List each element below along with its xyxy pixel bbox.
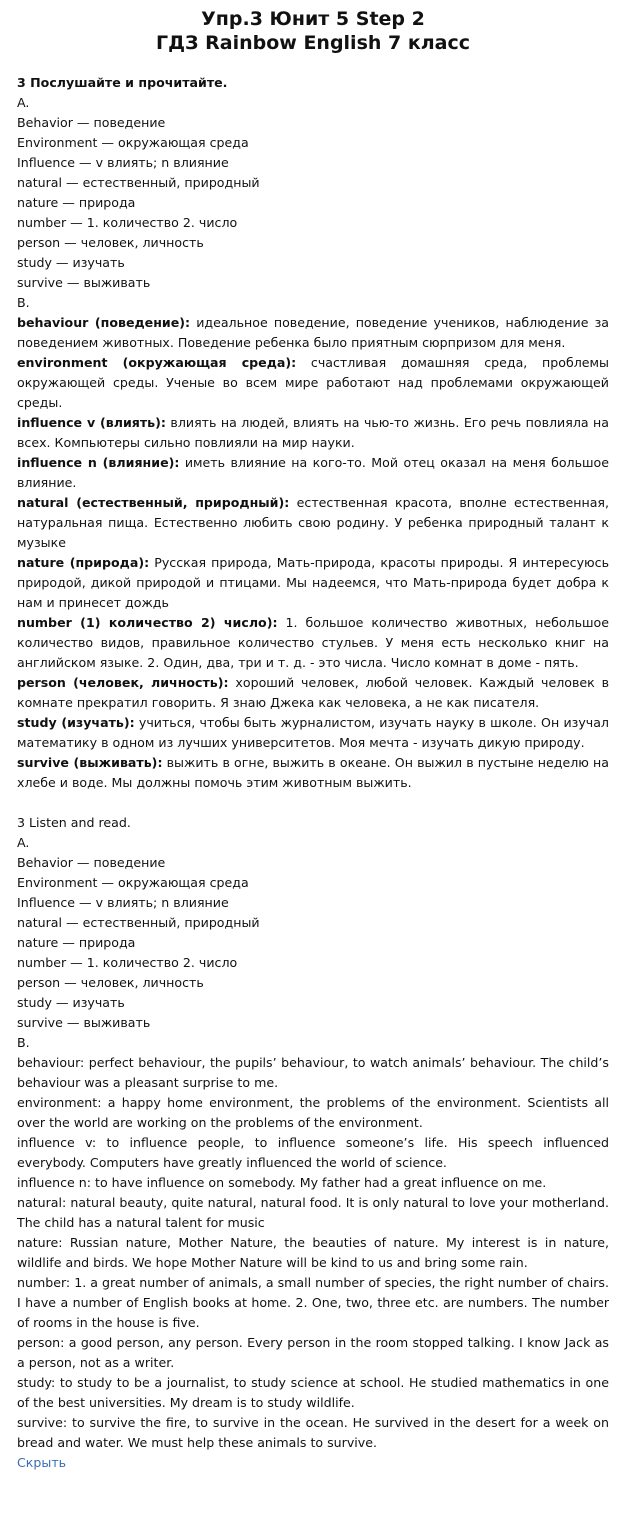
ru-entry (17, 713, 609, 753)
en-entry: behaviour: perfect behaviour, the pupils’ behaviour, to watch animals’ behaviour. The child’s behaviour was a pleasant surprise to me. (17, 1055, 609, 1090)
en-entry: number: 1. a great number of animals, a small number of species, the right number of chairs. I have a number of English books at home. 2. One, two, three etc. are numbers. The number of rooms in the house is five. (17, 1275, 609, 1330)
ru-entry-term: environment (окружающая среда): (17, 355, 297, 370)
en-entry: influence n: to have influence on somebody. My father had a great influence on me. (17, 1175, 547, 1190)
en-vocab-item: natural — естественный, природный (17, 915, 260, 930)
ru-entry-text: Русская природа, Мать-природа, красоты природы. Я интересуюсь природой, дикой природой и птицами. Мы надеемся, что Мать-природа будет добра к нам и принесет дождь (17, 555, 609, 610)
ru-entry (17, 313, 609, 353)
en-vocab-item: study — изучать (17, 995, 125, 1010)
ru-entry-term: influence n (влияние): (17, 455, 180, 470)
title-line-1: Упр.3 Юнит 5 Step 2 (201, 8, 425, 30)
ru-entry-text: естественная красота, вполне естественная, натуральная пища. Естественно любить свою родину. У ребенка природный талант к музыке (17, 495, 610, 550)
en-entry: nature: Russian nature, Mother Nature, the beauties of nature. My interest is in nature, wildlife and birds. We hope Mother Nature will be kind to us and bring some rain. (17, 1235, 609, 1270)
en-entry: person: a good person, any person. Every person in the room stopped talking. I know Jack as a person, not as a writer. (17, 1335, 609, 1370)
ru-entry-term: study (изучать): (17, 715, 135, 730)
ru-part-b-label: B. (17, 295, 30, 310)
ru-entry-text: хороший человек, любой человек. Каждый человек в комнате прекратил говорить. Я знаю Джека как человека, а не как писателя. (17, 675, 609, 710)
ru-vocab-item: natural — естественный, природный (17, 175, 260, 190)
en-part-b-label: B. (17, 1035, 30, 1050)
en-heading: 3 Listen and read. (17, 815, 131, 830)
en-entry: influence v: to influence people, to influence someone’s life. His speech influenced everybody. Computers have greatly influenced the world of science. (17, 1135, 609, 1170)
ru-entry (17, 753, 609, 793)
ru-entry-text: влиять на людей, влиять на чью-то жизнь. Его речь повлияла на всех. Компьютеры сильно повлияли на мир науки. (17, 415, 610, 450)
ru-entry (17, 613, 609, 673)
en-part-a-label: A. (17, 835, 30, 850)
hide-link[interactable]: Скрыть (17, 1455, 67, 1470)
ru-vocab-item: Environment — окружающая среда (17, 135, 249, 150)
ru-entry-term: behaviour (поведение): (17, 315, 191, 330)
ru-heading: 3 Послушайте и прочитайте. (17, 75, 228, 90)
ru-entry (17, 413, 609, 453)
ru-vocab-item: number — 1. количество 2. число (17, 215, 238, 230)
exercise-content (17, 73, 609, 1473)
ru-entry-term: person (человек, личность): (17, 675, 229, 690)
page-title (17, 7, 609, 55)
en-entry: natural: natural beauty, quite natural, natural food. It is only natural to love your motherland. The child has a natural talent for music (17, 1195, 609, 1230)
ru-vocab-item: person — человек, личность (17, 235, 204, 250)
ru-entry (17, 553, 609, 613)
ru-vocab-item: survive — выживать (17, 275, 151, 290)
en-vocab-item: number — 1. количество 2. число (17, 955, 238, 970)
en-vocab-item: survive — выживать (17, 1015, 151, 1030)
ru-vocab-item: Behavior — поведение (17, 115, 166, 130)
en-vocab-item: Behavior — поведение (17, 855, 166, 870)
ru-vocab-item: study — изучать (17, 255, 125, 270)
ru-entry-term: number (1) количество 2) число): (17, 615, 278, 630)
ru-entry (17, 493, 609, 553)
page (0, 7, 626, 1473)
en-entry: study: to study to be a journalist, to study science at school. He studied mathematics in one of the best universities. My dream is to study wildlife. (17, 1375, 609, 1410)
ru-entry-text: 1. большое количество животных, небольшое количество видов, правильное количество стульев. У меня есть несколько книг на английском языке. 2. Один, два, три и т. д. - это числа. Число комнат в доме - пять. (17, 615, 609, 670)
en-vocab-item: person — человек, личность (17, 975, 204, 990)
en-vocab-item: nature — природа (17, 935, 136, 950)
ru-entry-text: счастливая домашняя среда, проблемы окружающей среды. Ученые во всем мире работают над проблемами окружающей среды. (17, 355, 609, 410)
ru-entry-text: идеальное поведение, поведение учеников, наблюдение за поведением животных. Поведение ребенка было приятным сюрпризом для меня. (17, 315, 609, 350)
ru-entry-text: выжить в огне, выжить в океане. Он выжил в пустыне неделю на хлебе и воде. Мы должны помочь этим животным выжить. (17, 755, 610, 790)
ru-entry-term: survive (выживать): (17, 755, 163, 770)
ru-entry (17, 353, 609, 413)
ru-entry-text: учиться, чтобы быть журналистом, изучать науку в школе. Он изучал математику в одном из лучших университетов. Моя мечта - изучать дикую природу. (17, 715, 609, 750)
ru-entry (17, 453, 609, 493)
en-entry: survive: to survive the fire, to survive in the ocean. He survived in the desert for a week on bread and water. We must help these animals to survive. (17, 1415, 609, 1450)
en-entry: environment: a happy home environment, the problems of the environment. Scientists all over the world are working on the problems of the environment. (17, 1095, 609, 1130)
ru-entry-term: nature (природа): (17, 555, 150, 570)
ru-vocab-item: Influence — v влиять; n влияние (17, 155, 229, 170)
en-vocab-item: Influence — v влиять; n влияние (17, 895, 229, 910)
ru-entry-term: influence v (влиять): (17, 415, 166, 430)
title-line-2: ГДЗ Rainbow English 7 класс (155, 32, 471, 54)
ru-vocab-item: nature — природа (17, 195, 136, 210)
en-vocab-item: Environment — окружающая среда (17, 875, 249, 890)
ru-part-a-label: A. (17, 95, 30, 110)
ru-entry (17, 673, 609, 713)
ru-entry-term: natural (естественный, природный): (17, 495, 290, 510)
ru-entry-text: иметь влияние на кого-то. Мой отец оказал на меня большое влияние. (17, 455, 609, 490)
section-spacer (17, 793, 609, 813)
